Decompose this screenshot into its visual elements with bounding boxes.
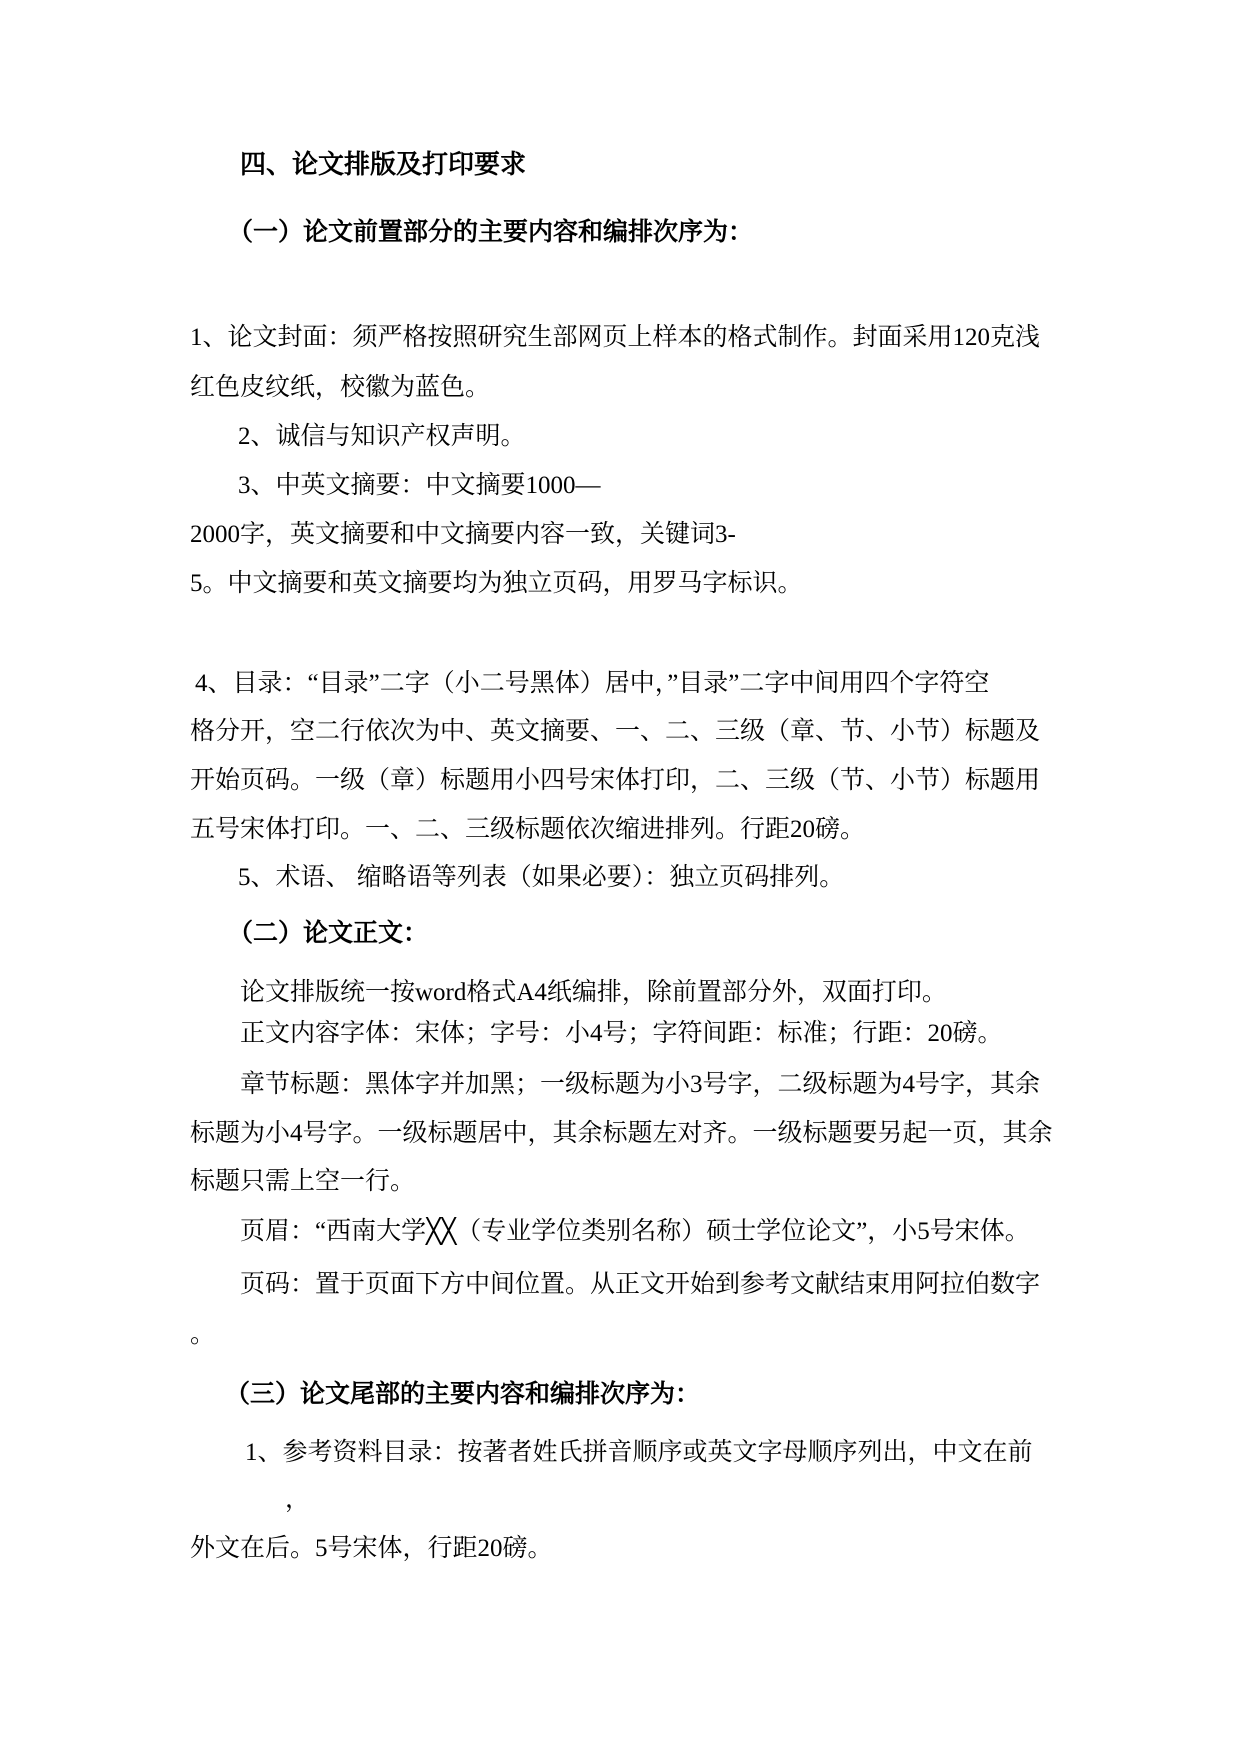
front-item4-line2: 格分开，空二行依次为中、英文摘要、一、二、三级（章、节、小节）标题及 (190, 718, 1041, 745)
front-item1-line1: 1、论文封面：须严格按照研究生部网页上样本的格式制作。封面采用120克浅 (190, 324, 1041, 351)
front-matter-heading: （一）论文前置部分的主要内容和编排次序为： (228, 219, 754, 246)
back-matter-heading: （三）论文尾部的主要内容和编排次序为： (225, 1381, 701, 1408)
body-paragraph5-line2: 。 (190, 1321, 216, 1348)
body-paragraph1: 论文排版统一按word格式A4纸编排，除前置部分外，双面打印。 (240, 979, 947, 1006)
body-paragraph3-line2: 标题为小4号字。一级标题居中，其余标题左对齐。一级标题要另起一页，其余 (190, 1120, 1053, 1147)
body-paragraph5-line1: 页码：置于页面下方中间位置。从正文开始到参考文献结束用阿拉伯数字 (240, 1271, 1041, 1298)
back-item1-line1: 1、参考资料目录：按著者姓氏拼音顺序或英文字母顺序列出，中文在前 (245, 1439, 1033, 1466)
front-item5: 5、术语、 缩略语等列表（如果必要）：独立页码排列。 (238, 864, 845, 891)
front-item4-line3: 开始页码。一级（章）标题用小四号宋体打印，二、三级（节、小节）标题用 (190, 767, 1041, 794)
back-item1-line3: 外文在后。5号宋体，行距20磅。 (190, 1535, 553, 1562)
front-item3-line2: 2000字，英文摘要和中文摘要内容一致，关键词3- (190, 521, 736, 548)
front-item3-line1: 3、中英文摘要：中文摘要1000— (238, 472, 601, 499)
front-item3-line3: 5。中文摘要和英文摘要均为独立页码，用罗马字标识。 (190, 570, 803, 597)
body-heading: （二）论文正文： (228, 920, 429, 947)
back-item1-line2: ， (285, 1486, 311, 1513)
front-item2: 2、诚信与知识产权声明。 (238, 423, 526, 450)
front-item1-line2: 红色皮纹纸，校徽为蓝色。 (190, 374, 491, 401)
body-paragraph3-line3: 标题只需上空一行。 (190, 1168, 416, 1195)
body-paragraph4: 页眉：“西南大学╳╳（专业学位类别名称）硕士学位论文”，小5号宋体。 (240, 1218, 1030, 1245)
front-item4-line4: 五号宋体打印。一、二、三级标题依次缩进排列。行距20磅。 (190, 816, 866, 843)
document-title: 四、论文排版及打印要求 (240, 150, 527, 179)
front-item4-line1: 4、目录：“目录”二字（小二号黑体）居中，”目录”二字中间用四个字符空 (195, 670, 990, 697)
body-paragraph3-line1: 章节标题：黑体字并加黑；一级标题为小3号字，二级标题为4号字，其余 (240, 1071, 1041, 1098)
body-paragraph2: 正文内容字体：宋体；字号：小4号；字符间距：标准；行距：20磅。 (240, 1020, 1003, 1047)
